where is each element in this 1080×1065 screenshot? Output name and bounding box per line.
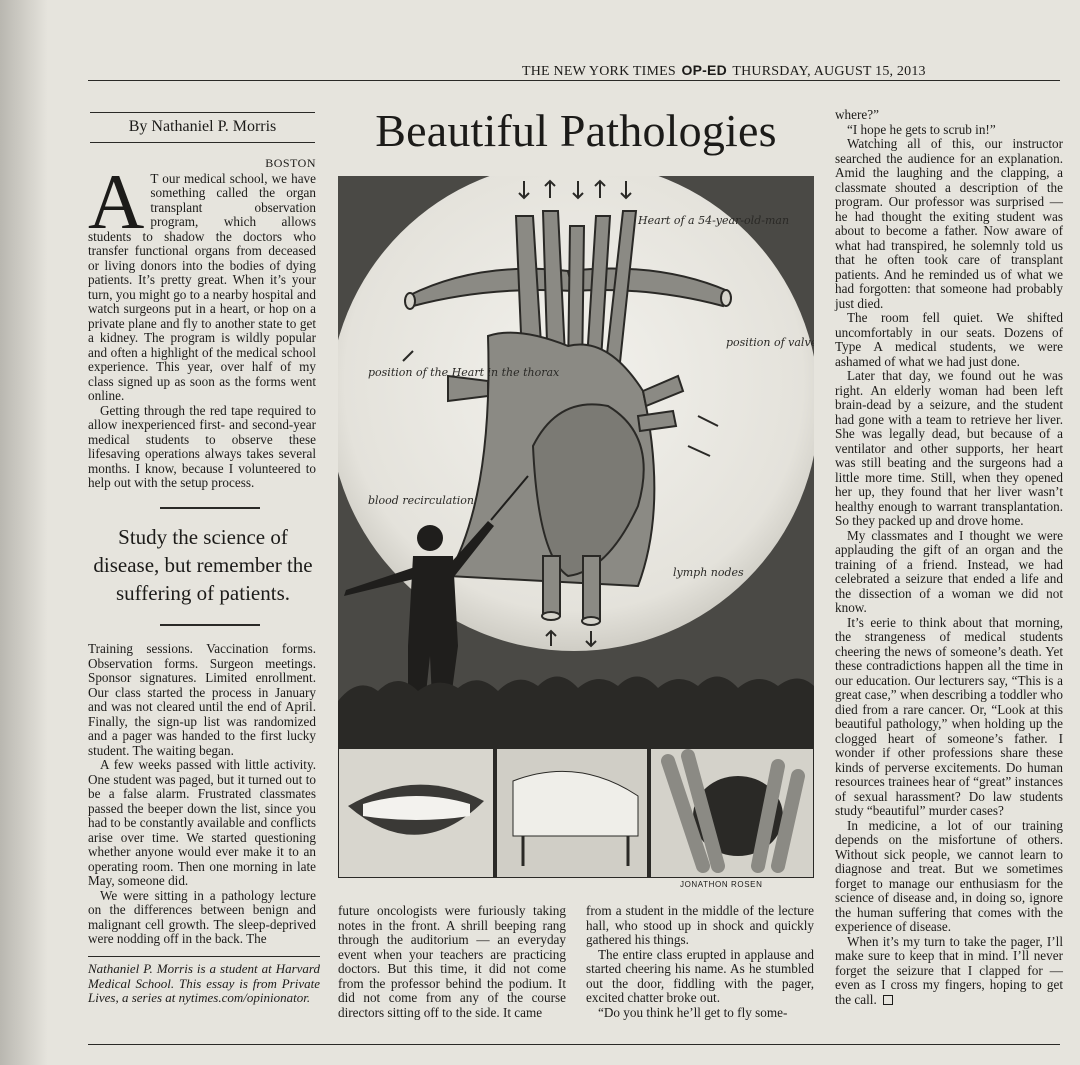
footer-rule xyxy=(88,1044,1060,1045)
dateline: BOSTON xyxy=(265,156,316,170)
header-rule xyxy=(88,80,1060,81)
section-name: OP-ED xyxy=(681,62,727,78)
pullquote-rule-top xyxy=(160,507,260,509)
paragraph: We were sitting in a pathology lecture on the differences between benign and malignant cell growth. The sleep-deprived were nodding off in the back. The xyxy=(88,887,316,946)
drop-cap: A xyxy=(88,157,145,245)
pullquote-rule-bottom xyxy=(160,624,260,626)
paragraph: A T our medical school, we have something called the organ transplant observation program, which allows students to shadow the doctors who transfer functional organs from deceased or living donors into the bodies of dying patients. It’s pretty great. When it’s your turn, you might go to a nearby hospital and watch surgeons put in a heart, or hop on a private plane and fly to another state to get a kidney. The program is wildly popular and often a highlight of the medical school experience. This year, over half of my class signed up as soon as the forms went online. xyxy=(88,157,316,403)
issue-date: THURSDAY, AUGUST 15, 2013 xyxy=(732,64,926,79)
heart-lecture-illustration xyxy=(338,176,814,878)
pull-quote: Study the science of disease, but remember the suffering of patients. xyxy=(93,525,313,605)
author-bio: Nathaniel P. Morris is a student at Harvard Medical School. This essay is from Private Lives, a series at nytimes.com/opinionator. xyxy=(88,961,320,1005)
article-column-4 xyxy=(835,108,1063,1007)
note-position: position of the Heart in the thorax xyxy=(368,366,560,379)
note-heart-title: Heart of a 54-year-old-man xyxy=(638,214,790,227)
byline: By Nathaniel P. Morris xyxy=(128,118,277,135)
illustration xyxy=(338,176,814,878)
paragraph: “I hope he gets to scrub in!” xyxy=(847,121,996,137)
paragraph: When it’s my turn to take the pager, I’ll make sure to keep that in mind. I’ll never forget the seizure that I clapped for — even as I cross my fingers, hoping to get the call. xyxy=(835,933,1063,1007)
end-mark-icon xyxy=(883,995,893,1005)
paragraph: from a student in the middle of the lecture hall, who stood up in shock and quickly gathered his things. xyxy=(586,903,814,947)
paragraph: My classmates and I thought we were applauding the gift of an organ and the training of a friend. Instead, we had celebrated a seizure that ended a life and the dissection of a woman we did not know. xyxy=(835,527,1063,615)
paragraph: In medicine, a lot of our training depends on the misfortune of others. Without sick people, we cannot learn to diagnose and treat. But we sometimes forget to manage our enthusiasm for the science of disease and, in doing so, ignore the human suffering that comes with the experience of disease. xyxy=(835,817,1063,934)
article-column-1-bottom xyxy=(88,642,316,947)
article-column-3 xyxy=(586,904,814,1020)
paragraph: The entire class erupted in applause and started cheering his name. As he stumbled out the door, fiddling with the pager, excited chatter broke out. xyxy=(586,946,814,1005)
paragraph: where?” xyxy=(835,107,879,122)
audience-silhouettes xyxy=(338,676,814,748)
paragraph: It’s eerie to think about that morning, the strangeness of medical students cheering the news of someone’s death. Yet these contradictions happen all the time in our education. Our lecturers say, “This is a great case,” when describing a toddler who died from a rare cancer. Or, “Look at this beautiful pathology,” when holding up the clogged heart of someone’s father. I wonder if other professions share these kinds of perverse excitements. Do human resources trainees hear of “great” instances of sexual harassment? Do law students study “beautiful” murder cases? xyxy=(835,614,1063,818)
paragraph: Training sessions. Vaccination forms. Observation forms. Surgeon meetings. Sponsor signatures. Limited enrollment. Our class started the process in January and was not cleared until the end of April. Finally, the sign-up list was randomized and a pager was handed to the first lucky student. The waiting began. xyxy=(88,641,316,758)
paragraph: Watching all of this, our instructor searched the audience for an explanation. Amid the laughing and the clapping, a classmate shouted a description of the program. Our professor was surprised — he had thought the exiting student was about to become a father. Now aware of what had transpired, he solemnly told us that he often took care of transplant patients. And he reminded us of what we had forgotten: that someone had probably just died. xyxy=(835,136,1063,311)
byline-rule-bottom xyxy=(90,142,315,143)
headline: Beautiful Pathologies xyxy=(375,105,777,156)
note-blood: blood recirculation xyxy=(368,494,475,507)
bio-rule xyxy=(88,956,320,957)
byline-rule-top xyxy=(90,112,315,113)
paper-name: THE NEW YORK TIMES xyxy=(522,64,676,79)
paragraph: Getting through the red tape required to allow inexperienced first- and second-year medical students to observe these lifesaving operations always takes several months. I know, because I volunteered to help out with the setup process. xyxy=(88,402,316,490)
note-valves: position of valv xyxy=(726,336,811,349)
paragraph: A few weeks passed with little activity. One student was paged, but it turned out to be a false alarm. Frustrated classmates passed the beeper down the list, since you had to be constantly available and conflicts arise over time. We started questioning whether anyone would ever make it to an operating room. Then one morning in late May, someone did. xyxy=(88,757,316,888)
page-fold-shadow xyxy=(0,0,48,1065)
article-column-1-top xyxy=(88,156,316,491)
note-lymph: lymph nodes xyxy=(673,566,744,579)
paragraph: The room fell quiet. We shifted uncomfortably in our seats. Dozens of Type A medical students, we were ashamed of what we had just done. xyxy=(835,310,1063,369)
illustration-credit: JONATHON ROSEN xyxy=(680,880,763,889)
paragraph: “Do you think he’ll get to fly some- xyxy=(598,1004,788,1020)
paragraph: future oncologists were furiously taking notes in the front. A shrill beeping rang through the auditorium — an everyday event when your teachers are practicing doctors. But this time, it did not come from the professor behind the podium. It did not come from any of the course directors sitting off to the side. It came xyxy=(338,903,566,1020)
article-column-2 xyxy=(338,904,566,1020)
running-header xyxy=(522,62,926,80)
paragraph: Later that day, we found out he was right. An elderly woman had been left brain-dead by a seizure, and the student had gone with a team to retrieve her liver. She was legally dead, but because of a ventilator and other supports, her heart was still beating and the surgeons had a little more time. Still, when they opened her up, they found that her liver wasn’t healthy enough to warrant transplantation. So they packed up and drove home. xyxy=(835,368,1063,528)
